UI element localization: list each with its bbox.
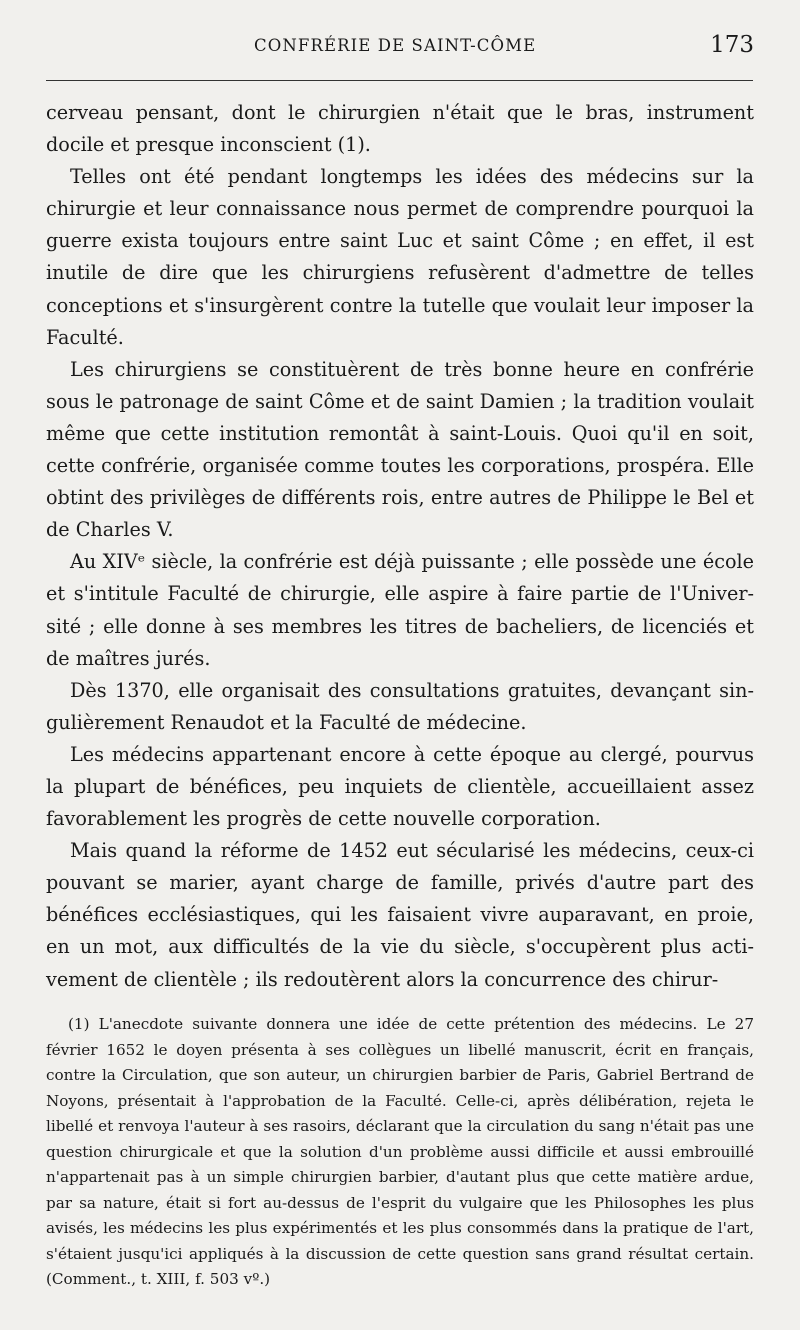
paragraph-5: Dès 1370, elle organisait des consultations gratuites, devançant singulièrement Renaudot et la Faculté de médecine. xyxy=(46,678,754,734)
paragraph-6: Les médecins appartenant encore à cette époque au clergé, pourvus la plupart de bénéfices, peu inquiets de clientèle, accueillaient assez favorablement les progrès de cette nouvelle corporation. xyxy=(46,742,754,831)
running-head xyxy=(46,32,754,64)
paragraph-7: Mais quand la réforme de 1452 eut sécularisé les médecins, ceux-ci pouvant se marier, ayant charge de famille, privés d'autre part des bénéfices ecclésiastiques, qui les faisaient vivre auparavant, en proie, en un mot, aux difficultés de la vie du siècle, s'occupèrent plus activement de clientèle ; ils redoutèrent alors la concurrence des chirur- xyxy=(46,839,754,991)
body-text xyxy=(46,97,754,996)
header-rule xyxy=(46,80,753,81)
paragraph-1: cerveau pensant, dont le chirurgien n'était que le bras, instrument docile et presque inconscient (1). xyxy=(46,101,754,157)
paragraph-2: Telles ont été pendant longtemps les idées des médecins sur la chirurgie et leur connaissance nous permet de comprendre pourquoi la guerre exista toujours entre saint Luc et saint Côme ; en effet, il est inutile de dire que les chirurgiens refusèrent d'admettre de telles conceptions et s'insurgèrent contre la tutelle que voulait leur imposer la Faculté. xyxy=(46,165,754,349)
footnote-1: (1) L'anecdote suivante donnera une idée de cette prétention des médecins. Le 27 février 1652 le doyen présenta à ses collègues un libellé manuscrit, écrit en français, contre la Circulation, que son auteur, un chirurgien barbier de Paris, Gabriel Bertrand de Noyons, présentait à l'approbation de la Faculté. Celle-ci, après délibération, rejeta le libellé et renvoya l'auteur à ses rasoirs, déclarant que la circulation du sang n'était pas une question chirurgicale et que la solution d'un problème aussi difficile et aussi embrouillé n'appartenait pas à un simple chirurgien barbier, d'autant plus que cette matière ardue, par sa nature, était si fort au-dessus de l'esprit du vulgaire que les Philosophes les plus avisés, les médecins les plus expérimentés et les plus consommés dans la pratique de l'art, s'étaient jusqu'ici appliqués à la discussion de cette question sans grand résultat certain. (Comment., t. XIII, f. 503 vº.) xyxy=(46,1015,754,1288)
page-number: 173 xyxy=(710,32,754,58)
paragraph-3: Les chirurgiens se constituèrent de très bonne heure en confrérie sous le patronage de saint Côme et de saint Damien ; la tradition voulait même que cette institution remontât à saint-Louis. Quoi qu'il en soit, cette confrérie, organisée comme toutes les corporations, prospéra. Elle obtint des privilèges de différents rois, entre autres de Philippe le Bel et de Charles V. xyxy=(46,357,754,542)
running-title: CONFRÉRIE DE SAINT-CÔME xyxy=(254,36,537,55)
footnotes xyxy=(46,1012,754,1293)
paragraph-4: Au XIVᵉ siècle, la confrérie est déjà puissante ; elle possède une école et s'intitule Faculté de chirurgie, elle aspire à faire partie de l'Université ; elle donne à ses membres les titres de bacheliers, de licenciés et de maîtres jurés. xyxy=(46,550,754,670)
